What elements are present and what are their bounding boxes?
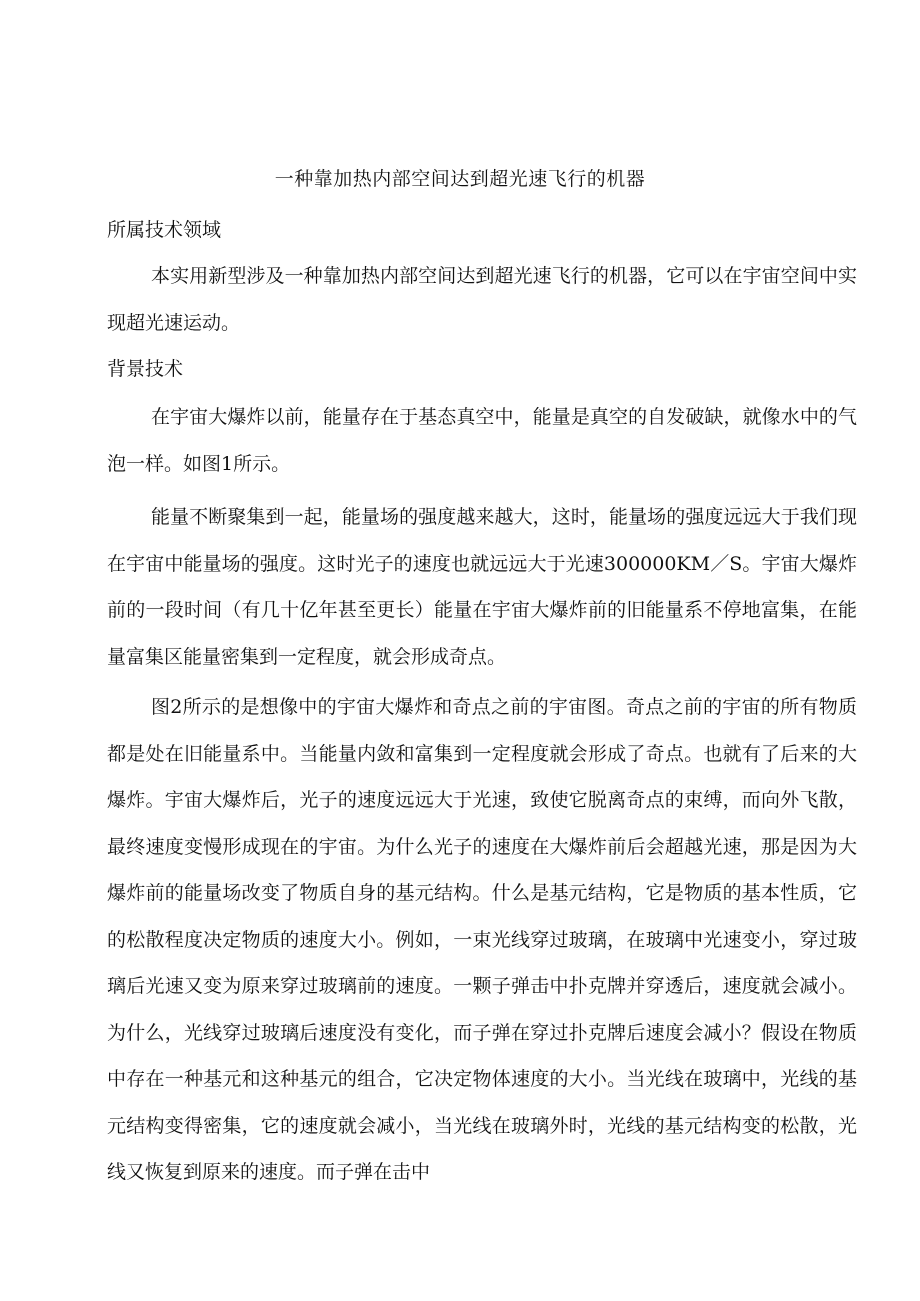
paragraph-background-1: 在宇宙大爆炸以前，能量存在于基态真空中，能量是真空的自发破缺，就像水中的气泡一样。如图1所示。 (107, 406, 857, 475)
section-heading-technical-field: 所属技术领域 (107, 219, 222, 241)
paragraph-background-2: 能量不断聚集到一起，能量场的强度越来越大，这时，能量场的强度远远大于我们现在宇宙中能量场的强度。这时光子的速度也就远远大于光速300000KM／S。宇宙大爆炸前的一段时间（有几十亿年甚至更长）能量在宇宙大爆炸前的旧能量系不停地富集，在能量富集区能量密集到一定程度，就会形成奇点。 (107, 506, 857, 668)
document-title: 一种靠加热内部空间达到超光速飞行的机器 (274, 168, 646, 190)
section-heading-background: 背景技术 (107, 358, 184, 380)
paragraph-technical-field: 本实用新型涉及一种靠加热内部空间达到超光速飞行的机器，它可以在宇宙空间中实现超光速运动。 (107, 265, 857, 334)
paragraph-background-3: 图2所示的是想像中的宇宙大爆炸和奇点之前的宇宙图。奇点之前的宇宙的所有物质都是处在旧能量系中。当能量内敛和富集到一定程度就会形成了奇点。也就有了后来的大爆炸。宇宙大爆炸后，光子的速度远远大于光速，致使它脱离奇点的束缚，而向外飞散，最终速度变慢形成现在的宇宙。为什么光子的速度在大爆炸前后会超越光速，那是因为大爆炸前的能量场改变了物质自身的基元结构。什么是基元结构，它是物质的基本性质，它的松散程度决定物质的速度大小。例如，一束光线穿过玻璃，在玻璃中光速变小，穿过玻璃后光速又变为原来穿过玻璃前的速度。一颗子弹击中扑克牌并穿透后，速度就会减小。为什么，光线穿过玻璃后速度没有变化，而子弹在穿过扑克牌后速度会减小？假设在物质中存在一种基元和这种基元的组合，它决定物体速度的大小。当光线在玻璃中，光线的基元结构变得密集，它的速度就会减小，当光线在玻璃外时，光线的基元结构变的松散，光线又恢复到原来的速度。而子弹在击中 (107, 696, 857, 1183)
